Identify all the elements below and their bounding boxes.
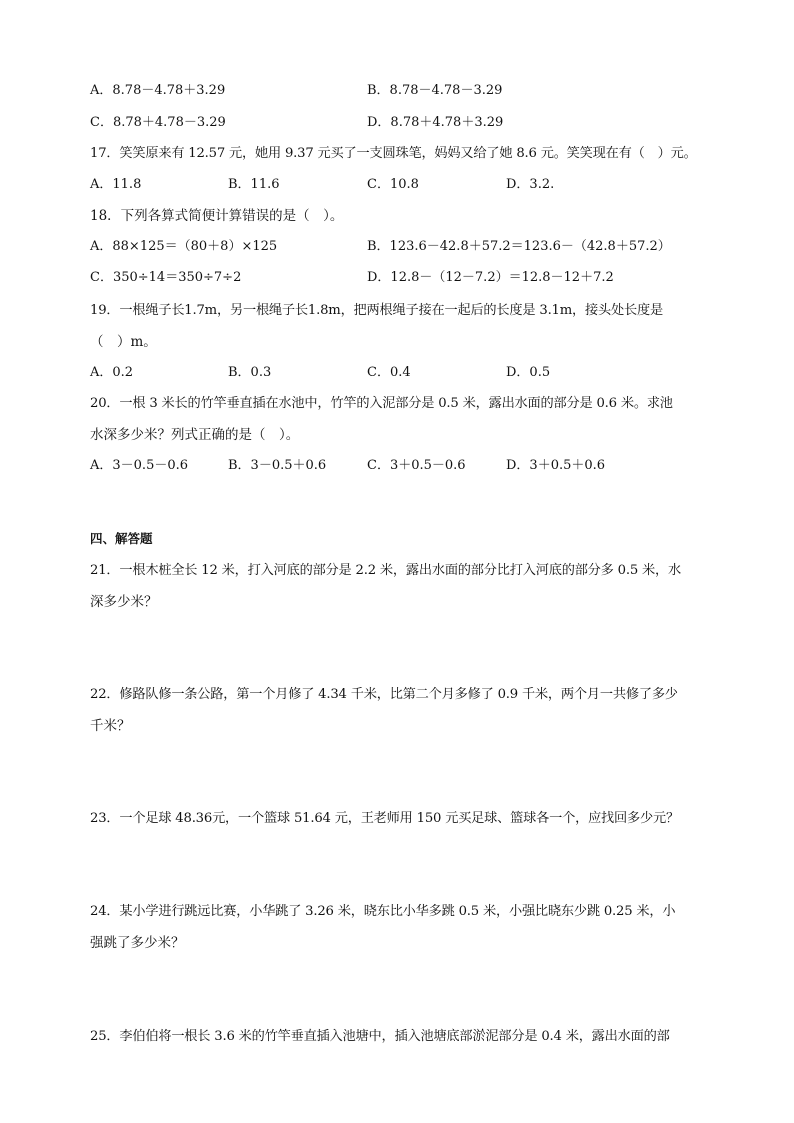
q17-option-a: A．11.8 xyxy=(90,177,142,192)
section-title: 四、解答题 xyxy=(90,531,153,546)
q22-question-line1: 22．修路队修一条公路，第一个月修了 4.34 千米，比第二个月多修了 0.9 千米，两个月一共修了多少 xyxy=(90,687,678,702)
q25-question-line1: 25．李伯伯将一根长 3.6 米的竹竿垂直插入池塘中，插入池塘底部淤泥部分是 0.4 米，露出水面的部 xyxy=(90,1029,670,1044)
q17-option-c: C．10.8 xyxy=(367,177,419,192)
q16-option-c: C．8.78＋4.78－3.29 xyxy=(90,115,226,130)
q19-question-line1: 19．一根绳子长1.7m，另一根绳子长1.8m，把两根绳子接在一起后的长度是 3.1m，接头处长度是 xyxy=(90,303,663,318)
q20-option-a: A．3－0.5－0.6 xyxy=(90,458,189,473)
q20-option-c: C．3＋0.5－0.6 xyxy=(367,458,466,473)
q18-option-b: B．123.6－42.8＋57.2＝123.6－（42.8＋57.2） xyxy=(367,239,671,254)
q22-question-line2: 千米？ xyxy=(90,718,131,734)
q19-option-c: C．0.4 xyxy=(367,365,411,380)
q20-question-line2: 水深多少米？列式正确的是（ ）。 xyxy=(90,427,300,443)
q17-question: 17．笑笑原来有 12.57 元，她用 9.37 元买了一支圆珠笔，妈妈又给了她 8.6 元。笑笑现在有（ ）元。 xyxy=(90,146,697,161)
q16-option-b: B．8.78－4.78－3.29 xyxy=(367,83,503,98)
q24-question-line1: 24．某小学进行跳远比赛，小华跳了 3.26 米，晓东比小华多跳 0.5 米，小强比晓东少跳 0.25 米，小 xyxy=(90,904,676,919)
q20-option-d: D．3＋0.5＋0.6 xyxy=(506,458,606,473)
q21-question-line1: 21．一根木桩全长 12 米，打入河底的部分是 2.2 米，露出水面的部分比打入河底的部分多 0.5 米，水 xyxy=(90,563,681,578)
q18-option-a: A．88×125＝（80＋8）×125 xyxy=(90,239,278,254)
q19-option-a: A．0.2 xyxy=(90,365,134,380)
q18-option-c: C．350÷14＝350÷7÷2 xyxy=(90,270,242,285)
q17-option-b: B．11.6 xyxy=(228,177,280,192)
q20-option-b: B．3－0.5＋0.6 xyxy=(228,458,327,473)
q20-question-line1: 20．一根 3 米长的竹竿垂直插在水池中，竹竿的入泥部分是 0.5 米，露出水面的部分是 0.6 米。求池 xyxy=(90,396,673,411)
q19-option-d: D．0.5 xyxy=(506,365,551,380)
q23-question: 23．一个足球 48.36元，一个篮球 51.64 元，王老师用 150 元买足球、篮球各一个，应找回多少元？ xyxy=(90,811,679,826)
q18-option-d: D．12.8－（12－7.2）＝12.8－12＋7.2 xyxy=(367,270,614,285)
q24-question-line2: 强跳了多少米？ xyxy=(90,935,185,951)
q19-option-b: B．0.3 xyxy=(228,365,272,380)
q16-option-d: D．8.78＋4.78＋3.29 xyxy=(367,115,504,130)
q16-option-a: A．8.78－4.78＋3.29 xyxy=(90,83,226,98)
q21-question-line2: 深多少米？ xyxy=(90,594,158,610)
q18-question: 18．下列各算式简便计算错误的是（ ）。 xyxy=(90,208,344,224)
q17-option-d: D．3.2. xyxy=(506,177,555,192)
q19-question-line2: （ ）m。 xyxy=(90,334,157,350)
